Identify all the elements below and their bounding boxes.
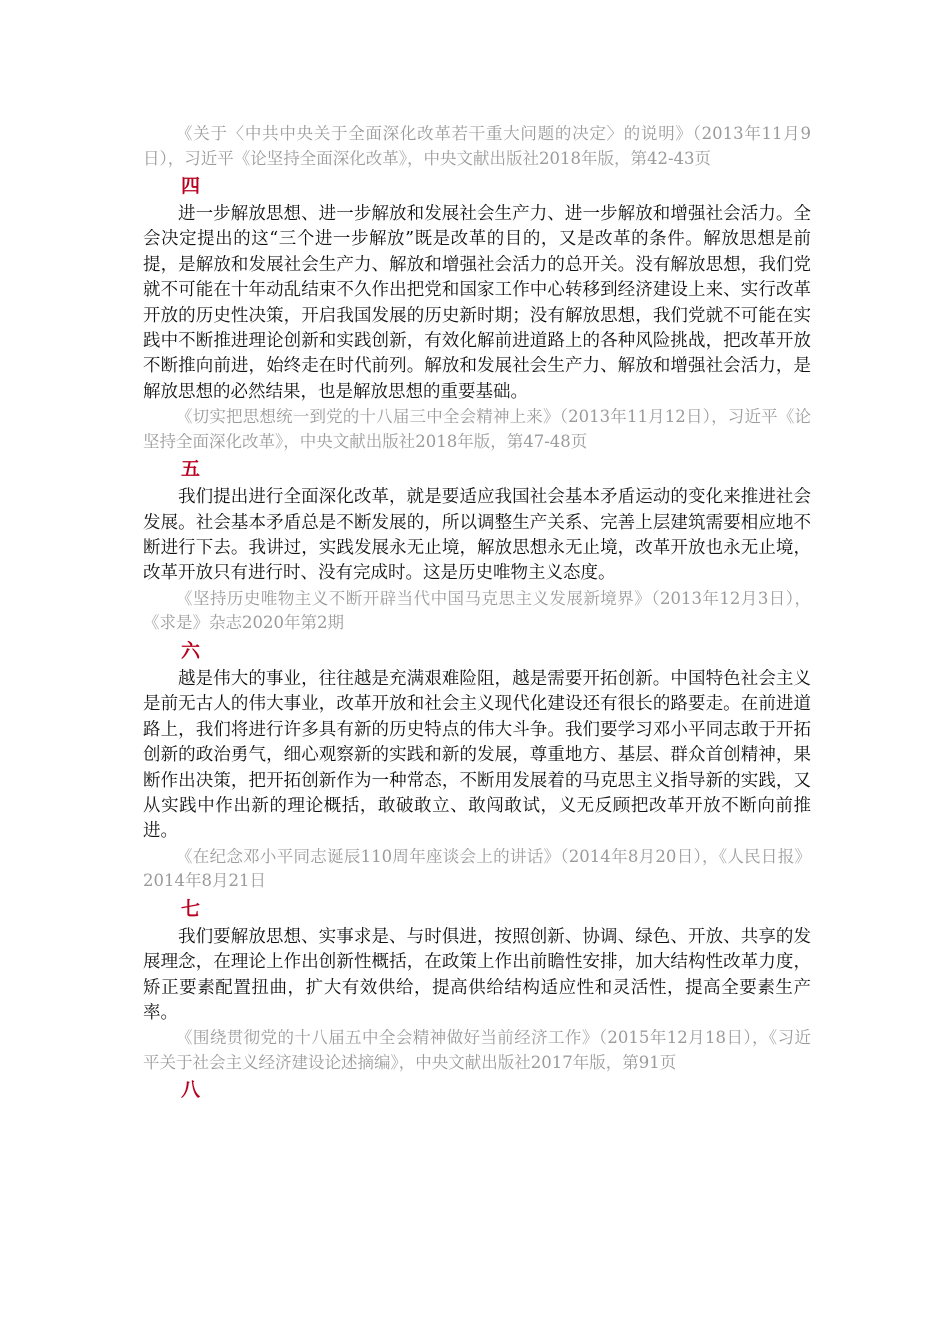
source-citation: 《围绕贯彻党的十八届五中全会精神做好当前经济工作》（2015年12月18日），《习近平关于社会主义经济建设论述摘编》，中央文献出版社2017年版，第91页 — [143, 1028, 811, 1072]
document-body — [143, 122, 811, 1106]
source-citation: 《坚持历史唯物主义不断开辟当代中国马克思主义发展新境界》（2013年12月3日），《求是》杂志2020年第2期 — [143, 588, 811, 633]
section-heading-5: 五 — [181, 458, 201, 481]
body-paragraph: 我们要解放思想、实事求是、与时俱进，按照创新、协调、绿色、开放、共享的发展理念，在理论上作出创新性概括，在政策上作出前瞻性安排，加大结构性改革力度，矫正要素配置扭曲，扩大有效供给，提高供给结构适应性和灵活性，提高全要素生产率。 — [143, 926, 811, 1023]
source-citation: 《在纪念邓小平同志诞辰110周年座谈会上的讲话》（2014年8月20日），《人民日报》2014年8月21日 — [143, 846, 811, 891]
section-heading-4: 四 — [181, 175, 201, 197]
section-heading-6: 六 — [181, 639, 201, 662]
source-citation: 《关于〈中共中央关于全面深化改革若干重大问题的决定〉的说明》（2013年11月9日），习近平《论坚持全面深化改革》，中央文献出版社2018年版，第42-43页 — [143, 124, 811, 168]
body-paragraph: 越是伟大的事业，往往越是充满艰难险阻，越是需要开拓创新。中国特色社会主义是前无古人的伟大事业，改革开放和社会主义现代化建设还有很长的路要走。在前进道路上，我们将进行许多具有新的历史特点的伟大斗争。我们要学习邓小平同志敢于开拓创新的政治勇气，细心观察新的实践和新的发展，尊重地方、基层、群众首创精神，果断作出决策，把开拓创新作为一种常态，不断用发展着的马克思主义指导新的实践，又从实践中作出新的理论概括，敢破敢立、敢闯敢试，义无反顾把改革开放不断向前推进。 — [143, 668, 811, 842]
section-heading-7: 七 — [181, 897, 201, 920]
body-paragraph: 我们提出进行全面深化改革，就是要适应我国社会基本矛盾运动的变化来推进社会发展。社会基本矛盾总是不断发展的，所以调整生产关系、完善上层建筑需要相应地不断进行下去。我讲过，实践发展永无止境，解放思想永无止境，改革开放也永无止境，改革开放只有进行时、没有完成时。这是历史唯物主义态度。 — [143, 487, 811, 584]
body-paragraph: 进一步解放思想、进一步解放和发展社会生产力、进一步解放和增强社会活力。全会决定提出的这“三个进一步解放”既是改革的目的，又是改革的条件。解放思想是前提，是解放和发展社会生产力、解放和增强社会活力的总开关。没有解放思想，我们党就不可能在十年动乱结束不久作出把党和国家工作中心转移到经济建设上来、实行改革开放的历史性决策，开启我国发展的历史新时期；没有解放思想，我们党就不可能在实践中不断推进理论创新和实践创新，有效化解前进道路上的各种风险挑战，把改革开放不断推向前进，始终走在时代前列。解放和发展社会生产力、解放和增强社会活力，是解放思想的必然结果，也是解放思想的重要基础。 — [143, 204, 811, 402]
source-citation: 《切实把思想统一到党的十八届三中全会精神上来》（2013年11月12日），习近平《论坚持全面深化改革》，中央文献出版社2018年版，第47-48页 — [143, 407, 811, 451]
section-heading-8: 八 — [181, 1079, 201, 1102]
